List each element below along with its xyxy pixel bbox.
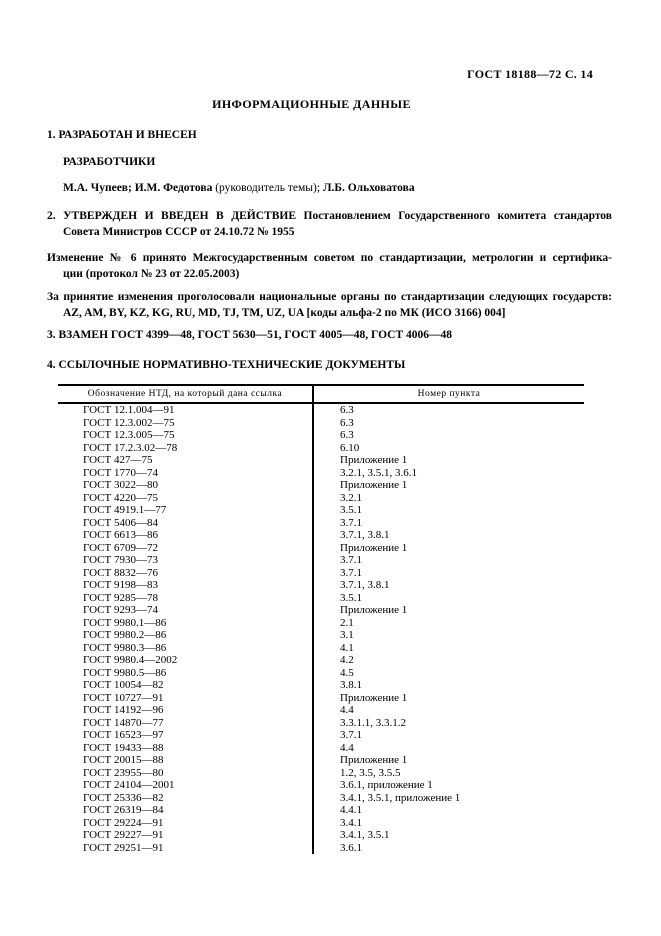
section-3-heading: 3. ВЗАМЕН ГОСТ 4399—48, ГОСТ 5630—51, ГОСТ 4005—48, ГОСТ 4006—48 <box>47 329 453 341</box>
item-number-cell: 2.1 <box>340 616 354 629</box>
item-number-cell: Приложение 1 <box>340 604 408 616</box>
page-header: ГОСТ 18188—72 С. 14 <box>467 67 593 81</box>
item-number-cell: 3.6.1, приложение 1 <box>340 779 433 791</box>
item-number-cell: 3.5.1 <box>340 504 362 516</box>
references-table <box>58 384 584 854</box>
ntd-reference-cell: ГОСТ 9285—78 <box>58 592 314 605</box>
ntd-reference-cell: ГОСТ 4220—75 <box>58 492 314 505</box>
ntd-reference-cell: ГОСТ 10054—82 <box>58 679 314 692</box>
item-number-cell: 6.3 <box>340 416 354 429</box>
item-number-cell: 1.2, 3.5, 3.5.5 <box>340 766 401 779</box>
ntd-reference-cell: ГОСТ 25336—82 <box>58 792 314 805</box>
section-4-heading: 4. ССЫЛОЧНЫЕ НОРМАТИВНО-ТЕХНИЧЕСКИЕ ДОКУМЕНТЫ <box>47 359 406 371</box>
ntd-reference-cell: ГОСТ 23955—80 <box>58 767 314 780</box>
table-row <box>58 467 584 480</box>
item-number-cell: 3.7.1 <box>340 516 362 529</box>
ntd-reference-cell: ГОСТ 1770—74 <box>58 467 314 480</box>
ntd-reference-cell: ГОСТ 12.3.002—75 <box>58 417 314 430</box>
table-row <box>58 404 584 417</box>
item-number-cell: 4.5 <box>340 666 354 679</box>
item-number-cell: 3.7.1 <box>340 729 362 741</box>
table-row <box>58 829 584 842</box>
item-number-cell: 6.3 <box>340 429 354 441</box>
table-row <box>58 542 584 555</box>
table-row <box>58 529 584 542</box>
ntd-reference-cell: ГОСТ 29227—91 <box>58 829 314 842</box>
table-row <box>58 417 584 430</box>
ntd-reference-cell: ГОСТ 4919.1—77 <box>58 504 314 517</box>
item-number-cell: 4.1 <box>340 641 354 654</box>
developer-names-start: М.А. Чупеев; И.М. Федотова <box>63 182 216 194</box>
ntd-reference-cell: ГОСТ 16523—97 <box>58 729 314 742</box>
item-number-cell: 3.5.1 <box>340 591 362 604</box>
ntd-reference-cell: ГОСТ 6613—86 <box>58 529 314 542</box>
ntd-reference-cell: ГОСТ 6709—72 <box>58 542 314 555</box>
table-row <box>58 617 584 630</box>
ntd-reference-cell: ГОСТ 7930—73 <box>58 554 314 567</box>
item-number-cell: 3.4.1, 3.5.1 <box>340 829 390 841</box>
item-number-cell: 4.4 <box>340 741 354 754</box>
table-row <box>58 567 584 580</box>
ntd-reference-cell: ГОСТ 14192—96 <box>58 704 314 717</box>
voting-paragraph <box>47 289 612 321</box>
table-row <box>58 842 584 855</box>
item-number-cell: 6.10 <box>340 441 360 454</box>
item-number-cell: 3.2.1, 3.5.1, 3.6.1 <box>340 466 417 479</box>
paragraph-line: 2. УТВЕРЖДЕН И ВВЕДЕН В ДЕЙСТВИЕ Постановлением Государственного комитета стандартов <box>47 210 612 222</box>
table-row <box>58 492 584 505</box>
table-row <box>58 604 584 617</box>
column-header-ntd: Обозначение НТД, на который дана ссылка <box>58 386 314 402</box>
item-number-cell: 4.4.1 <box>340 804 362 816</box>
paragraph-line: Изменение № 6 принято Межгосударственным советом по стандартизации, метрологии и сертифика- <box>47 252 612 264</box>
table-header-row <box>58 386 584 404</box>
item-number-cell: Приложение 1 <box>340 691 408 704</box>
developers-line <box>47 181 612 195</box>
paragraph-line: Совета Министров СССР от 24.10.72 № 1955 <box>63 226 295 238</box>
table-row <box>58 517 584 530</box>
table-row <box>58 504 584 517</box>
ntd-reference-cell: ГОСТ 17.2.3.02—78 <box>58 442 314 455</box>
table-row <box>58 692 584 705</box>
developer-role-note: (руководитель темы); <box>215 182 323 194</box>
table-row <box>58 429 584 442</box>
section-1-subheading: РАЗРАБОТЧИКИ <box>63 156 156 168</box>
table-row <box>58 642 584 655</box>
ntd-reference-cell: ГОСТ 9980.3—86 <box>58 642 314 655</box>
ntd-reference-cell: ГОСТ 5406—84 <box>58 517 314 530</box>
ntd-reference-cell: ГОСТ 9980.2—86 <box>58 629 314 642</box>
table-row <box>58 779 584 792</box>
item-number-cell: 4.4 <box>340 704 354 716</box>
table-row <box>58 717 584 730</box>
item-number-cell: 3.7.1 <box>340 554 362 566</box>
ntd-reference-cell: ГОСТ 3022—80 <box>58 479 314 492</box>
item-number-cell: 3.2.1 <box>340 491 362 504</box>
table-row <box>58 754 584 767</box>
item-number-cell: Приложение 1 <box>340 541 408 554</box>
item-number-cell: 3.7.1 <box>340 566 362 579</box>
table-row <box>58 654 584 667</box>
ntd-reference-cell: ГОСТ 8832—76 <box>58 567 314 580</box>
table-row <box>58 804 584 817</box>
table-row <box>58 767 584 780</box>
ntd-reference-cell: ГОСТ 20015—88 <box>58 754 314 767</box>
ntd-reference-cell: ГОСТ 9980.1—86 <box>58 617 314 630</box>
ntd-reference-cell: ГОСТ 9980.4—2002 <box>58 654 314 667</box>
item-number-cell: 3.8.1 <box>340 679 362 691</box>
developer-names-end: Л.Б. Ольховатова <box>322 182 415 194</box>
table-row <box>58 592 584 605</box>
ntd-reference-cell: ГОСТ 29251—91 <box>58 842 314 855</box>
table-row <box>58 579 584 592</box>
ntd-reference-cell: ГОСТ 9980.5—86 <box>58 667 314 680</box>
table-row <box>58 479 584 492</box>
table-row <box>58 554 584 567</box>
item-number-cell: 3.3.1.1, 3.3.1.2 <box>340 716 406 729</box>
table-row <box>58 729 584 742</box>
document-title: ИНФОРМАЦИОННЫЕ ДАННЫЕ <box>212 97 411 111</box>
item-number-cell: 3.6.1 <box>340 841 362 854</box>
table-row <box>58 629 584 642</box>
table-row <box>58 442 584 455</box>
item-number-cell: 6.3 <box>340 404 354 416</box>
ntd-reference-cell: ГОСТ 26319—84 <box>58 804 314 817</box>
item-number-cell: 3.7.1, 3.8.1 <box>340 579 390 591</box>
item-number-cell: 3.1 <box>340 629 354 641</box>
ntd-reference-cell: ГОСТ 10727—91 <box>58 692 314 705</box>
table-body <box>58 404 584 854</box>
ntd-reference-cell: ГОСТ 9293—74 <box>58 604 314 617</box>
ntd-reference-cell: ГОСТ 19433—88 <box>58 742 314 755</box>
amendment-paragraph <box>47 250 612 282</box>
ntd-reference-cell: ГОСТ 12.1.004—91 <box>58 404 314 417</box>
ntd-reference-cell: ГОСТ 29224—91 <box>58 817 314 830</box>
ntd-reference-cell: ГОСТ 12.3.005—75 <box>58 429 314 442</box>
item-number-cell: Приложение 1 <box>340 479 408 491</box>
table-row <box>58 704 584 717</box>
table-row <box>58 792 584 805</box>
paragraph-line: ции (протокол № 23 от 22.05.2003) <box>63 268 240 280</box>
paragraph-line: За принятие изменения проголосовали национальные органы по стандартизации следующих государств: <box>47 291 612 303</box>
item-number-cell: 3.4.1, 3.5.1, приложение 1 <box>340 791 461 804</box>
item-number-cell: 3.4.1 <box>340 816 362 829</box>
item-number-cell: Приложение 1 <box>340 454 408 466</box>
ntd-reference-cell: ГОСТ 14870—77 <box>58 717 314 730</box>
item-number-cell: 3.7.1, 3.8.1 <box>340 529 390 541</box>
item-number-cell: 4.2 <box>340 654 354 666</box>
ntd-reference-cell: ГОСТ 9198—83 <box>58 579 314 592</box>
section-1-heading: 1. РАЗРАБОТАН И ВНЕСЕН <box>47 129 197 141</box>
ntd-reference-cell: ГОСТ 427—75 <box>58 454 314 467</box>
table-row <box>58 817 584 830</box>
table-row <box>58 667 584 680</box>
paragraph-line: AZ, AM, BY, KZ, KG, RU, MD, TJ, TM, UZ, UA [коды альфа-2 по МК (ИСО 3166) 004] <box>63 307 506 319</box>
table-row <box>58 454 584 467</box>
column-header-item-number: Номер пункта <box>417 389 481 399</box>
ntd-reference-cell: ГОСТ 24104—2001 <box>58 779 314 792</box>
item-number-cell: Приложение 1 <box>340 754 408 766</box>
table-row <box>58 742 584 755</box>
section-2-paragraph <box>47 208 612 240</box>
table-row <box>58 679 584 692</box>
